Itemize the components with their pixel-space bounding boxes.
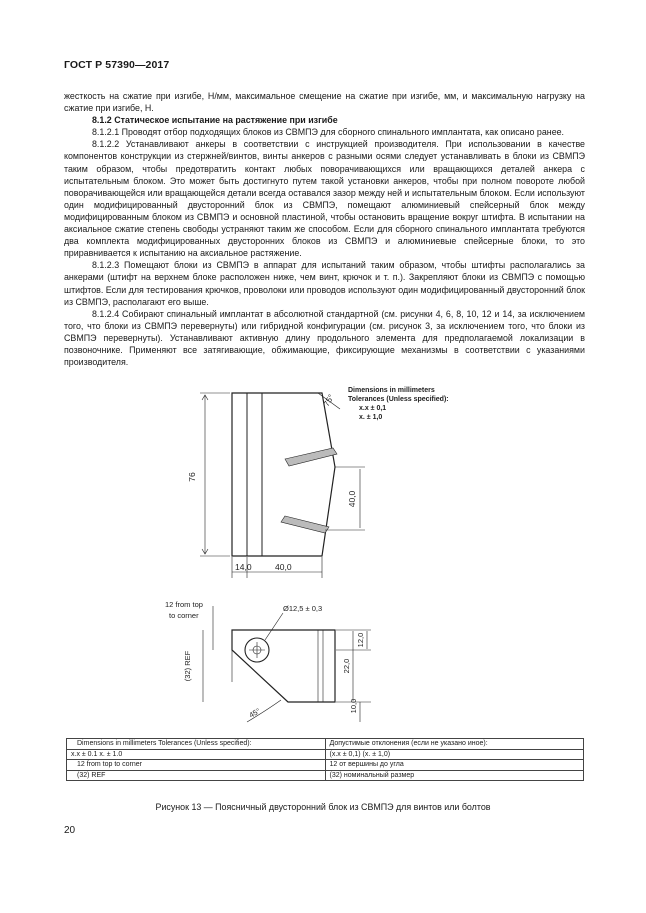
dim-40-vertical: 40,0 [347, 490, 357, 508]
legend-en-2: x.x ± 0.1 x. ± 1.0 [67, 749, 326, 760]
paragraph-8-1-2-4: 8.1.2.4 Собирают спинальный имплантат в абсолютной стандартной (см. рисунки 4, 6, 8, 10, 12 и 14, за исключением того, что блоки из СВМПЭ перевернуты) или гибридной конфигурации (см. рисунок 3, за исключением того, что блоки из СВМПЭ перевернуты). Устанавливают активную длину продольного элемента для предполагаемой локализации в позвоночнике. Применяют все затягивающие, обжимающие, фиксирующие механизмы в соответствии с указаниями производителя. [64, 308, 585, 368]
dim-22: 22,0 [342, 658, 351, 674]
dim-40-horizontal: 40,0 [275, 562, 292, 572]
legend-ru-4: (32) номинальный размер [325, 770, 584, 781]
dim-height: 76 [187, 472, 197, 482]
block-side-view [200, 393, 365, 578]
dim-12: 12,0 [356, 632, 365, 648]
legend-en-1: Dimensions in millimeters Tolerances (Unless specified): [67, 739, 326, 750]
legend-en-3: 12 from top to corner [67, 760, 326, 771]
legend-table [66, 738, 584, 781]
figure-caption: Рисунок 13 — Поясничный двусторонний блок из СВМПЭ для винтов или болтов [155, 802, 491, 812]
paragraph-intro: жесткость на сжатие при изгибе, Н/мм, максимальное смещение на сжатие при изгибе, мм, и максимальную нагрузку на сжатие при изгибе, Н. [64, 91, 585, 114]
page-number: 20 [64, 825, 76, 836]
dim-hole: Ø12,5 ± 0,3 [283, 604, 323, 613]
legend-ru-1: Допустимые отклонения (если не указано иное): [325, 739, 584, 750]
legend-ru-2: (x.x ± 0,1) (x. ± 1,0) [325, 749, 584, 760]
paragraph-8-1-2-2: 8.1.2.2 Устанавливают анкеры в соответствии с инструкцией производителя. При использовании в качестве компонентов конструкции из стержней/винтов, винты анкеров с разными осями следует устанавливать в блоки из СВМПЭ таким образом, чтобы предотвратить контакт любых поворачивающихся или вращающихся деталей анкера с испытательным блоком. Это может быть достигнуто путем такой установки анкеров, чтобы при полном повороте любой поворачивающейся или вращающейся детали всегда оставался зазор между ней и испытательным блоком. Если используют один модифицированный двусторонний блок из СВМПЭ, помещают алюминиевый спейсерный блок между модифицированным блоком из СВМПЭ и основной пластиной, чтобы остановить вращение вокруг штифта. В испытании на аксиальное сжатие степень свободы устраняют таким же способом. Если для сборного спинального имплантата требуются два комплекта модифицированных двусторонних блоков из СВМПЭ и алюминиевые спейсерные блоки, то это приравнивается к испытанию на аксиальное растяжение. [64, 139, 585, 259]
dim-ref: (32) REF [183, 650, 192, 682]
note-title: Dimensions in millimeters [348, 387, 435, 394]
table-row [67, 749, 584, 760]
label-top-corner-2: to corner [169, 611, 199, 620]
technical-drawing [155, 382, 535, 732]
note-tol-1: x.x ± 0,1 [359, 405, 387, 412]
table-row [67, 760, 584, 771]
paragraph-8-1-2-3: 8.1.2.3 Помещают блоки из СВМПЭ в аппарат для испытаний таким образом, чтобы штифты располагались за анкерами (штифт на верхнем блоке расположен ниже, чем винт, крючок и т. п.). Закрепляют блоки из СВМПЭ с помощью штифтов. Если для тестирования крючков, проволоки или проводов используют один модифицированный двусторонний блок из СВМПЭ, располагают его выше. [64, 260, 586, 307]
paragraph-8-1-2-1: 8.1.2.1 Проводят отбор подходящих блоков из СВМПЭ для сборного спинального имплантата, как описано ранее. [92, 127, 565, 138]
dimension-notes [348, 387, 449, 421]
note-tol-2: x. ± 1,0 [359, 414, 383, 421]
legend-ru-3: 12 от вершины до угла [325, 760, 584, 771]
document-header: ГОСТ Р 57390—2017 [64, 59, 170, 71]
dim-angle-top: 75° [321, 393, 336, 408]
legend-en-4: (32) REF [67, 770, 326, 781]
body-text [64, 90, 585, 368]
table-row [67, 770, 584, 781]
note-tolerances: Tolerances (Unless specified): [348, 396, 449, 403]
dim-14: 14,0 [235, 562, 252, 572]
dim-10: 10,0 [349, 698, 358, 714]
dim-angle-bottom: 45° [247, 706, 262, 720]
section-heading: 8.1.2 Статическое испытание на растяжение при изгибе [92, 115, 338, 126]
label-top-corner-1: 12 from top [165, 600, 203, 609]
table-row [67, 739, 584, 750]
